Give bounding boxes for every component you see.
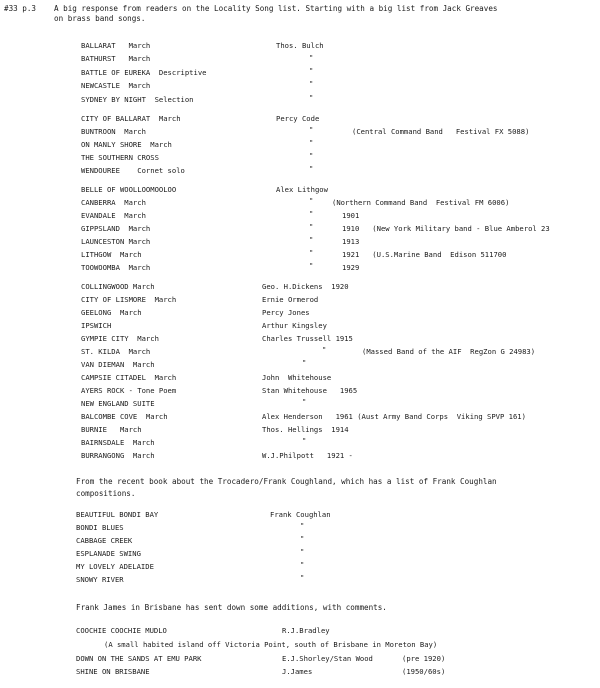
song-title: BALCOMBE COVE March xyxy=(81,412,168,421)
song-title: ON MANLY SHORE March xyxy=(81,140,172,149)
song-composer: E.J.Shorley/Stan Wood xyxy=(282,654,373,663)
ditto-mark: " xyxy=(309,164,314,173)
song-title: ESPLANADE SWING xyxy=(76,549,141,558)
song-composer: Charles Trussell 1915 xyxy=(262,334,353,343)
song-composer: Percy Code xyxy=(276,114,320,123)
song-title: GEELONG March xyxy=(81,308,142,317)
song-title: BUNTROON March xyxy=(81,127,146,136)
recording-note: (Central Command Band Festival FX 5088) xyxy=(352,127,530,136)
song-date: (pre 1920) xyxy=(402,654,446,663)
song-title: COOCHIE COOCHIE MUDLO xyxy=(76,626,167,635)
song-title: BURNIE March xyxy=(81,425,142,434)
song-title: SYDNEY BY NIGHT Selection xyxy=(81,95,194,104)
ditto-mark: " xyxy=(300,573,305,582)
song-composer: Alex Lithgow xyxy=(276,185,328,194)
ditto-mark: " xyxy=(309,196,314,205)
song-title: CAMPSIE CITADEL March xyxy=(81,373,177,382)
song-title: GIPPSLAND March xyxy=(81,224,151,233)
song-composer: Geo. H.Dickens 1920 xyxy=(262,282,349,291)
recording-note: (Massed Band of the AIF RegZon G 24983) xyxy=(362,347,536,356)
song-title: MY LOVELY ADELAIDE xyxy=(76,562,154,571)
ditto-mark: " xyxy=(309,209,314,218)
song-composer: Stan Whitehouse 1965 xyxy=(262,386,358,395)
coughlan-intro-line-1: From the recent book about the Trocadero/Frank Coughland, which has a list of Frank Coughlan xyxy=(76,477,497,486)
ditto-mark: " xyxy=(309,66,314,75)
ditto-mark: " xyxy=(302,358,307,367)
issue-page-number: #33 p.3 xyxy=(4,4,37,13)
intro-text-line-1: A big response from readers on the Locality Song list. Starting with a big list from Jack Greaves xyxy=(54,4,498,13)
song-year-note: 1921 (U.S.Marine Band Edison 511700 xyxy=(342,250,507,259)
ditto-mark: " xyxy=(309,53,314,62)
song-title: LAUNCESTON March xyxy=(81,237,151,246)
song-title: WENDOUREE Cornet solo xyxy=(81,166,185,175)
recording-note: (Northern Command Band Festival FM 6006) xyxy=(332,198,510,207)
song-title: BATTLE OF EUREKA Descriptive xyxy=(81,68,207,77)
song-composer: J.James xyxy=(282,667,313,676)
song-title: THE SOUTHERN CROSS xyxy=(81,153,159,162)
song-title: IPSWICH xyxy=(81,321,112,330)
ditto-mark: " xyxy=(300,560,305,569)
song-title: BURRANGONG March xyxy=(81,451,155,460)
song-year-note: 1910 (New York Military band - Blue Amberol 23 xyxy=(342,224,550,233)
song-year-note: 1901 xyxy=(342,211,360,220)
ditto-mark: " xyxy=(309,125,314,134)
song-title: BELLE OF WOOLLOOMOOLOO xyxy=(81,185,177,194)
song-title: BATHURST March xyxy=(81,54,151,63)
song-title: DOWN ON THE SANDS AT EMU PARK xyxy=(76,654,202,663)
song-composer: R.J.Bradley xyxy=(282,626,330,635)
ditto-mark: " xyxy=(300,534,305,543)
song-title: CITY OF BALLARAT March xyxy=(81,114,181,123)
song-title: TOOWOOMBA March xyxy=(81,263,151,272)
song-title: SNOWY RIVER xyxy=(76,575,124,584)
ditto-mark: " xyxy=(309,138,314,147)
song-title: BONDI BLUES xyxy=(76,523,124,532)
ditto-mark: " xyxy=(309,79,314,88)
song-comment: (A small habited island off Victoria Point, south of Brisbane in Moreton Bay) xyxy=(104,640,438,649)
song-date: (1950/60s) xyxy=(402,667,446,676)
ditto-mark: " xyxy=(309,93,314,102)
ditto-mark: " xyxy=(309,235,314,244)
song-title: LITHGOW March xyxy=(81,250,142,259)
song-title: GYMPIE CITY March xyxy=(81,334,159,343)
song-title: NEWCASTLE March xyxy=(81,81,151,90)
ditto-mark: " xyxy=(309,261,314,270)
song-title: CITY OF LISMORE March xyxy=(81,295,177,304)
intro-text-line-2: on brass band songs. xyxy=(54,14,146,23)
song-title: COLLINGWOOD March xyxy=(81,282,155,291)
ditto-mark: " xyxy=(302,436,307,445)
song-title: VAN DIEMAN March xyxy=(81,360,155,369)
ditto-mark: " xyxy=(309,248,314,257)
ditto-mark: " xyxy=(300,521,305,530)
song-title: BAIRNSDALE March xyxy=(81,438,155,447)
ditto-mark: " xyxy=(302,397,307,406)
james-intro: Frank James in Brisbane has sent down some additions, with comments. xyxy=(76,603,387,612)
song-composer: Thos. Hellings 1914 xyxy=(262,425,349,434)
coughlan-intro-line-2: compositions. xyxy=(76,489,136,498)
song-composer: Percy Jones xyxy=(262,308,310,317)
song-title: CANBERRA March xyxy=(81,198,146,207)
song-title: NEW ENGLAND SUITE xyxy=(81,399,155,408)
song-title: SHINE ON BRISBANE xyxy=(76,667,150,676)
song-composer: Ernie Ormerod xyxy=(262,295,319,304)
ditto-mark: " xyxy=(309,222,314,231)
ditto-mark: " xyxy=(322,345,327,354)
song-title: BEAUTIFUL BONDI BAY xyxy=(76,510,159,519)
song-composer: Arthur Kingsley xyxy=(262,321,327,330)
song-title: AYERS ROCK - Tone Poem xyxy=(81,386,177,395)
song-composer: Thos. Bulch xyxy=(276,41,324,50)
song-title: ST. KILDA March xyxy=(81,347,151,356)
song-title: CABBAGE CREEK xyxy=(76,536,133,545)
song-composer: W.J.Philpott 1921 - xyxy=(262,451,353,460)
song-title: BALLARAT March xyxy=(81,41,151,50)
song-composer: Frank Coughlan xyxy=(270,510,331,519)
song-title: EVANDALE March xyxy=(81,211,146,220)
song-year-note: 1929 xyxy=(342,263,360,272)
ditto-mark: " xyxy=(300,547,305,556)
song-composer: John Whitehouse xyxy=(262,373,332,382)
song-year-note: 1913 xyxy=(342,237,360,246)
song-composer: Alex Henderson 1961 (Aust Army Band Corps Viking SPVP 161) xyxy=(262,412,526,421)
ditto-mark: " xyxy=(309,151,314,160)
